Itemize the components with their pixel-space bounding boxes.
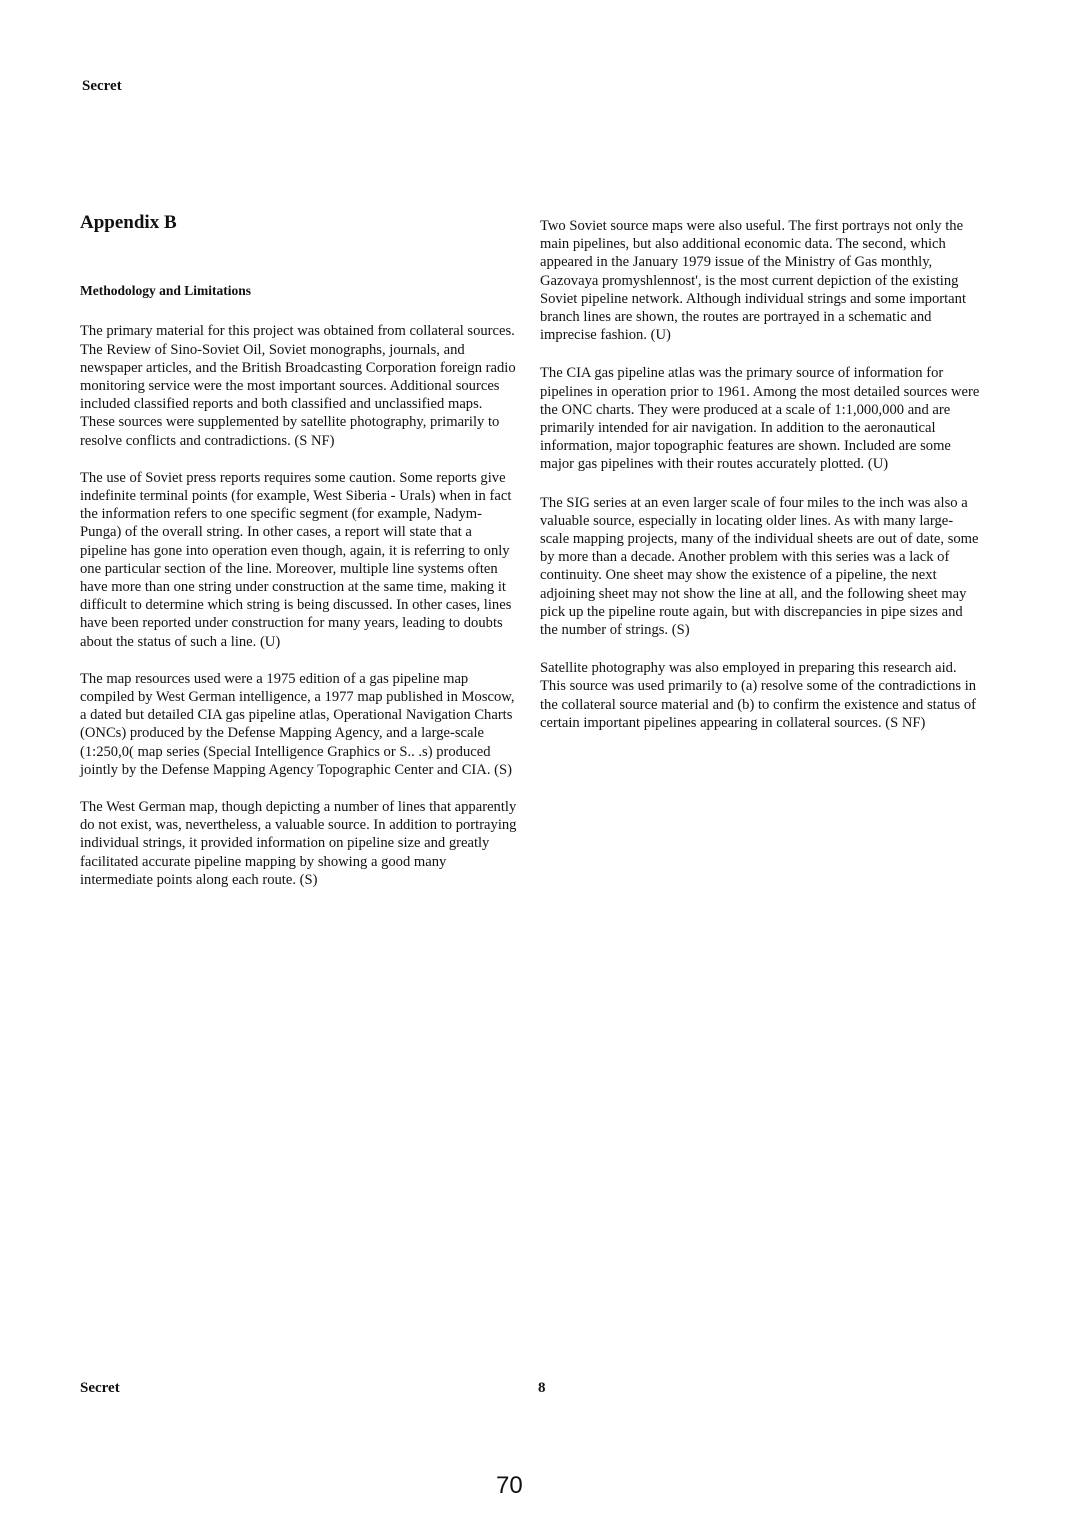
right-paragraph: Satellite photography was also employed in preparing this research aid. This source was used primarily to (a) resolve some of the contradictions in the collateral source material and (b) to confirm the existence and status of certain important pipelines appearing in collateral sources. (S NF)	[540, 660, 977, 731]
left-paragraph: The West German map, though depicting a number of lines that apparently do not exist, was, nevertheless, a valuable source. In addition to portraying individual strings, it provided information on pipeline size and greatly facilitated accurate pipeline mapping by showing a good many intermediate points along each route. (S)	[80, 799, 517, 888]
right-paragraph: Two Soviet source maps were also useful. The first portrays not only the main pipelines, but also additional economic data. The second, which appeared in the January 1979 issue of the Ministry of Gas monthly, Gazovaya promyshlennost', is the most current depiction of the existing Soviet pipeline network. Although individual strings and some important branch lines are shown, the routes are portrayed in a schematic and imprecise fashion. (U)	[540, 218, 967, 344]
left-column	[80, 214, 520, 908]
header-classification: Secret	[82, 78, 122, 94]
left-paragraph: The primary material for this project was obtained from collateral sources. The Review of Sino-Soviet Oil, Soviet monographs, journals, and newspaper articles, and the British Broadcasting Corporation foreign radio monitoring service were the most important sources. Additional sources included classified reports and both classified and unclassified maps. These sources were supplemented by satellite photography, primarily to resolve conflicts and contradictions. (S NF)	[80, 323, 516, 449]
right-paragraph: The SIG series at an even larger scale of four miles to the inch was also a valuable source, especially in locating older lines. As with many large-scale mapping projects, many of the individual sheets are out of date, some by more than a decade. Another problem with this series was a lack of continuity. One sheet may show the existence of a pipeline, the next adjoining sheet may not show the line at all, and the following sheet may pick up the pipeline route again, but with discrepancies in pipe sizes and the number of strings. (S)	[540, 494, 979, 639]
document-page-number: 70	[496, 1472, 523, 1499]
page-number: 8	[538, 1380, 546, 1396]
left-paragraph: The use of Soviet press reports requires some caution. Some reports give indefinite terminal points (for example, West Siberia - Urals) when in fact the information refers to one specific segment (for example, Nadym-Punga) of the overall string. In other cases, a report will state that a pipeline has gone into operation even though, again, it is referring to only one particular section of the line. Moreover, multiple line systems often have more than one string under construction at the same time, making it difficult to determine which string is being discussed. In other cases, lines have been reported under construction for many years, leading to doubts about the status of such a line. (U)	[80, 469, 512, 650]
right-column	[540, 217, 980, 752]
left-paragraph: The map resources used were a 1975 edition of a gas pipeline map compiled by West German intelligence, a 1977 map published in Moscow, a dated but detailed CIA gas pipeline atlas, Operational Navigation Charts (ONCs) produced by the Defense Mapping Agency, and a large-scale (1:250,0( map series (Special Intelligence Graphics or S.. .s) produced jointly by the Defense Mapping Agency Topographic Center and CIA. (S)	[80, 670, 515, 778]
appendix-title: Appendix B	[80, 212, 177, 233]
section-heading: Methodology and Limitations	[80, 283, 252, 299]
footer-classification: Secret	[80, 1380, 120, 1396]
right-paragraph: The CIA gas pipeline atlas was the primary source of information for pipelines in operation prior to 1961. Among the most detailed sources were the ONC charts. They were produced at a scale of 1:1,000,000 and are primarily intended for air navigation. In addition to the aeronautical information, major topographic features are shown. Included are some major gas pipelines with their routes accurately plotted. (U)	[540, 365, 980, 473]
